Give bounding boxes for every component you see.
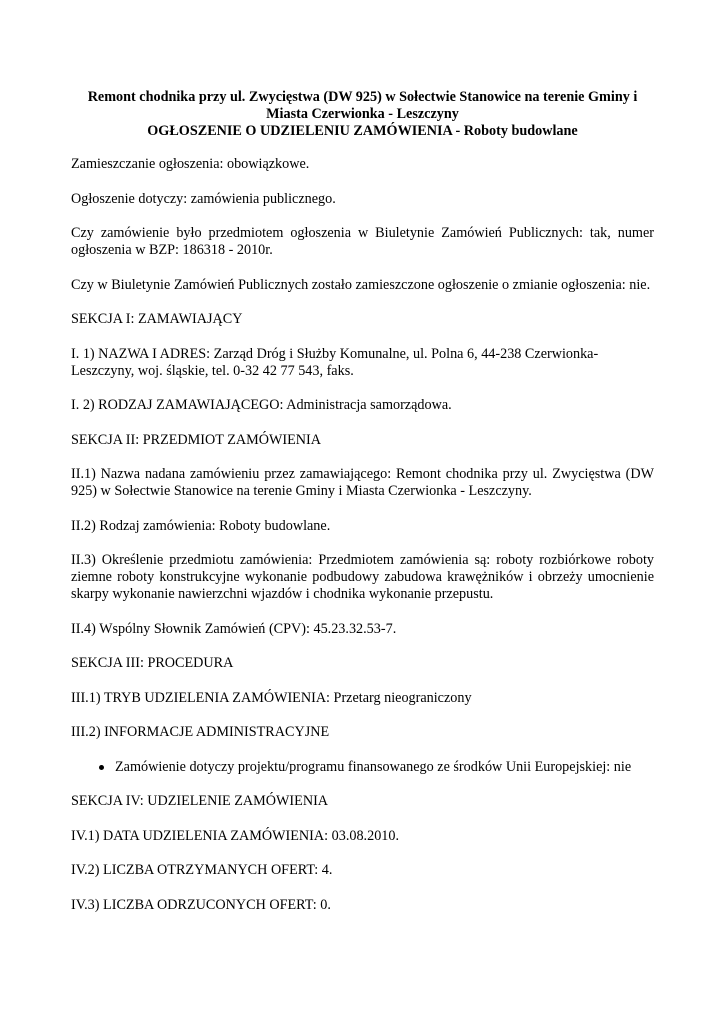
contract-subject: II.3) Określenie przedmiotu zamówienia: Przedmiotem zamówienia są: roboty rozbiórkowe roboty ziemne roboty konstrukcyjne wykonanie podbudowy zabudowa krawężników i obrzeży umocnienie skarpy wykonanie nawierzchni wjazdów i chodnika wykonanie przepustu. — [71, 552, 654, 602]
administrative-info: III.2) INFORMACJE ADMINISTRACYJNE — [71, 724, 330, 740]
contract-name: II.1) Nazwa nadana zamówieniu przez zamawiającego: Remont chodnika przy ul. Zwycięstwa (DW 925) w Sołectwie Stanowice na terenie Gminy i Miasta Czerwionka - Leszczyny. — [71, 466, 654, 499]
section-heading-3: SEKCJA III: PROCEDURA — [71, 655, 234, 671]
section-heading-2: SEKCJA II: PRZEDMIOT ZAMÓWIENIA — [71, 431, 321, 448]
cpv-code: II.4) Wspólny Słownik Zamówień (CPV): 45.23.32.53-7. — [71, 620, 397, 637]
notice-concerns: Ogłoszenie dotyczy: zamówienia publicznego. — [71, 190, 336, 207]
title-line-2: Miasta Czerwionka - Leszczyny — [266, 106, 459, 122]
notice-mandatory: Zamieszczanie ogłoszenia: obowiązkowe. — [71, 156, 310, 172]
section-heading-4: SEKCJA IV: UDZIELENIE ZAMÓWIENIA — [71, 793, 329, 809]
name-and-address: I. 1) NAZWA I ADRES: Zarząd Dróg i Służby Komunalne, ul. Polna 6, 44-238 Czerwionka-Leszczyny, woj. śląskie, tel. 0-32 42 77 543, faks. — [71, 345, 599, 379]
title-line-3: OGŁOSZENIE O UDZIELENIU ZAMÓWIENIA - Roboty budowlane — [147, 123, 578, 139]
document-page — [71, 89, 654, 931]
procedure-mode: III.1) TRYB UDZIELENIA ZAMÓWIENIA: Przetarg nieograniczony — [71, 689, 472, 706]
notice-change: Czy w Biuletynie Zamówień Publicznych zostało zamieszczone ogłoszenie o zmianie ogłoszenia: nie. — [71, 276, 651, 293]
contract-type: II.2) Rodzaj zamówienia: Roboty budowlane. — [71, 517, 331, 534]
list-item — [115, 759, 654, 776]
notice-bzp: Czy zamówienie było przedmiotem ogłoszenia w Biuletynie Zamówień Publicznych: tak, numer ogłoszenia w BZP: 186318 - 2010r. — [71, 225, 654, 258]
award-date: IV.1) DATA UDZIELENIA ZAMÓWIENIA: 03.08.2010. — [71, 827, 400, 844]
document-title — [71, 89, 654, 140]
offers-rejected: IV.3) LICZBA ODRZUCONYCH OFERT: 0. — [71, 896, 331, 913]
section-heading-1: SEKCJA I: ZAMAWIAJĄCY — [71, 311, 243, 327]
eu-funding-text: Zamówienie dotyczy projektu/programu finansowanego ze środków Unii Europejskiej: nie — [115, 758, 632, 775]
bullet-icon — [99, 765, 104, 770]
title-line-1: Remont chodnika przy ul. Zwycięstwa (DW 925) w Sołectwie Stanowice na terenie Gminy i — [87, 89, 638, 105]
offers-received: IV.2) LICZBA OTRZYMANYCH OFERT: 4. — [71, 862, 333, 878]
admin-info-list — [71, 759, 654, 776]
contracting-type: I. 2) RODZAJ ZAMAWIAJĄCEGO: Administracja samorządowa. — [71, 397, 452, 413]
